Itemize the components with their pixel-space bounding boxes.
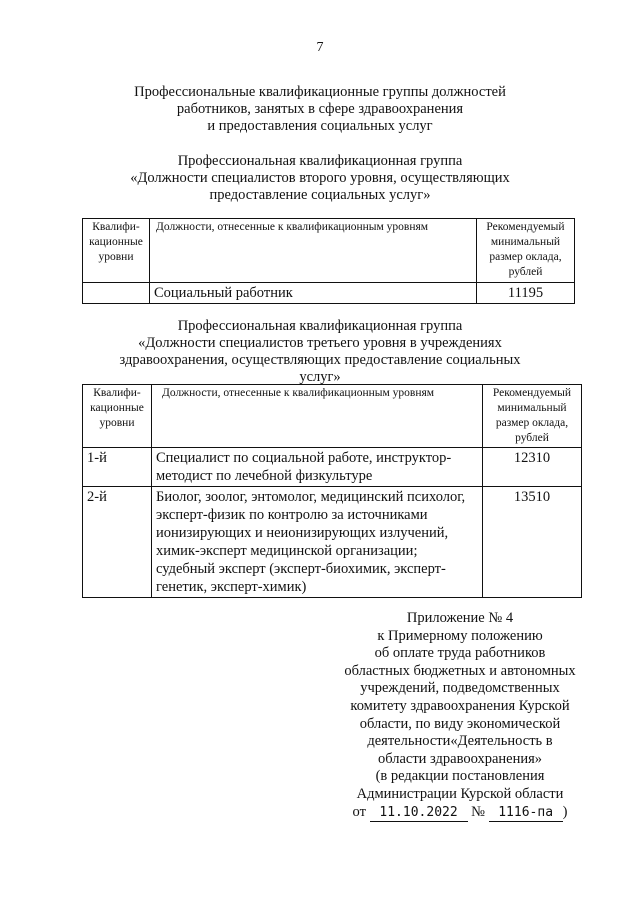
table-row (83, 448, 582, 487)
main-heading (0, 84, 640, 135)
table-row (83, 487, 582, 598)
decree-date: 11.10.2022 (370, 804, 468, 823)
appendix-line: к Примерному положению (377, 627, 543, 644)
main-heading-line: и предоставления социальных услуг (207, 118, 433, 134)
closing-paren: ) (562, 803, 568, 820)
decree-number: 1116-па (489, 804, 563, 823)
group1-heading-line: «Должности специалистов второго уровня, осуществляющих (130, 170, 510, 186)
group1-heading (0, 153, 640, 204)
group2-heading-line: услуг» (299, 369, 341, 385)
appendix-line: об оплате труда работников (374, 645, 546, 662)
cell-level: 2-й (83, 487, 152, 598)
appendix-block (300, 610, 620, 822)
table-row (83, 283, 575, 304)
group1-table (82, 218, 575, 304)
appendix-line: областных бюджетных и автономных (344, 662, 576, 679)
number-prefix: № (471, 803, 486, 820)
cell-salary: 12310 (483, 448, 582, 487)
main-heading-line: Профессиональные квалификационные группы должностей (134, 84, 506, 100)
column-header-level: Квалифи-кационные уровни (83, 385, 152, 448)
table-header-row (83, 219, 575, 283)
column-header-position: Должности, отнесенные к квалификационным уровням (150, 219, 477, 283)
table-header-row (83, 385, 582, 448)
group1-heading-line: Профессиональная квалификационная группа (177, 153, 463, 169)
column-header-salary: Рекомендуемый минимальный размер оклада, рублей (483, 385, 582, 448)
appendix-line: Приложение № 4 (406, 610, 514, 626)
cell-position: Специалист по социальной работе, инструктор-методист по лечебной физкультуре (152, 448, 483, 487)
column-header-level: Квалифи-кационные уровни (83, 219, 150, 283)
cell-position: Биолог, зоолог, энтомолог, медицинский психолог, эксперт-физик по контролю за источниками ионизирующих и неионизирующих излучений, химик-эксперт медицинской организации; судебный эксперт (эксперт-биохимик, эксперт-генетик, эксперт-химик) (152, 487, 483, 598)
group2-heading-line: Профессиональная квалификационная группа (177, 318, 463, 334)
group1-heading-line: предоставление социальных услуг» (209, 187, 431, 203)
cell-position: Социальный работник (150, 283, 477, 304)
column-header-position: Должности, отнесенные к квалификационным уровням (152, 385, 483, 448)
cell-level: 1-й (83, 448, 152, 487)
date-prefix: от (352, 803, 366, 820)
group2-heading (0, 318, 640, 386)
cell-salary: 11195 (477, 283, 575, 304)
appendix-line: (в редакции постановления (375, 768, 545, 785)
appendix-line: комитету здравоохранения Курской (350, 697, 570, 714)
group2-heading-line: «Должности специалистов третьего уровня в учреждениях (138, 335, 502, 351)
group2-table (82, 384, 582, 598)
main-heading-line: работников, занятых в сфере здравоохранения (176, 101, 464, 117)
appendix-line: области здравоохранения» (377, 750, 543, 767)
decree-date-line (300, 804, 620, 823)
appendix-line: Администрации Курской области (356, 785, 564, 802)
group2-heading-line: здравоохранения, осуществляющих предоставление социальных (119, 352, 521, 368)
appendix-line: области, по виду экономической (359, 715, 561, 732)
cell-level (83, 283, 150, 304)
column-header-salary: Рекомендуемый минимальный размер оклада, рублей (477, 219, 575, 283)
cell-salary: 13510 (483, 487, 582, 598)
appendix-line: учреждений, подведомственных (360, 680, 560, 697)
appendix-line: деятельности«Деятельность в (367, 733, 553, 750)
page-number: 7 (316, 40, 324, 55)
